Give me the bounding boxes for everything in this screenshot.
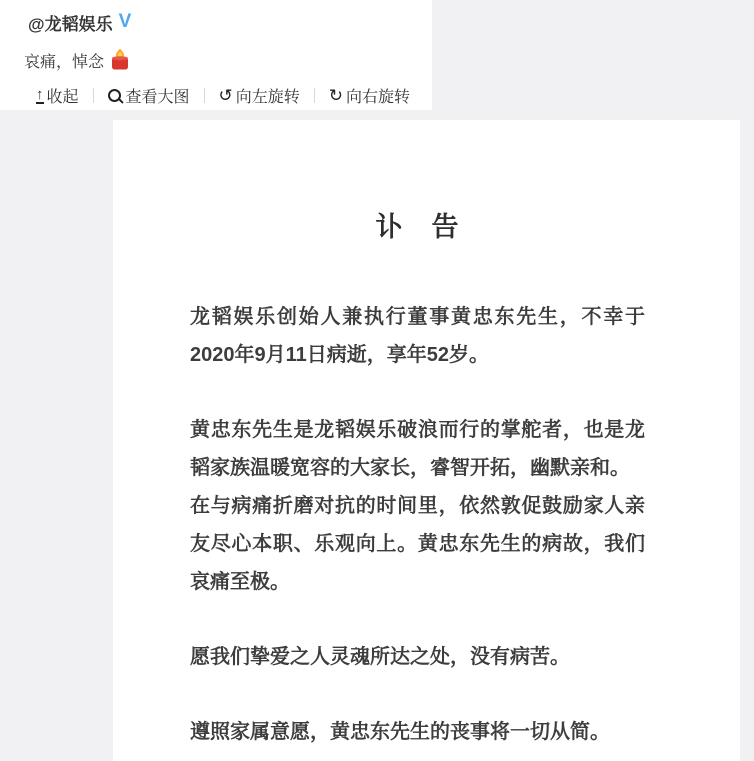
rotate-right-button[interactable] xyxy=(329,84,410,107)
collapse-icon: ↑ xyxy=(36,85,44,103)
verified-icon: V xyxy=(118,11,132,32)
obituary-title: 讣 告 xyxy=(375,212,460,242)
rotate-left-icon: ↺ xyxy=(218,85,233,105)
rotate-left-button[interactable] xyxy=(219,84,300,107)
collapse-button[interactable] xyxy=(36,84,79,107)
author-row xyxy=(0,0,432,35)
view-large-label: 查看大图 xyxy=(125,88,190,106)
image-viewer-area xyxy=(0,110,754,761)
obituary-image[interactable] xyxy=(113,120,740,761)
status-row xyxy=(0,35,432,74)
status-text: 哀痛，悼念 xyxy=(24,54,105,71)
magnifier-icon xyxy=(108,89,121,102)
collapse-label: 收起 xyxy=(46,88,79,106)
rotate-right-label: 向右旋转 xyxy=(346,88,411,106)
rotate-left-label: 向左旋转 xyxy=(235,88,300,106)
obituary-paragraph: 在与病痛折磨对抗的时间里，依然敦促鼓励家人亲友尽心本职、乐观向上。黄忠东先生的病故，我们哀痛至极。 xyxy=(190,495,645,593)
author-name[interactable]: @龙韬娱乐 xyxy=(28,15,113,34)
obituary-paragraph: 黄忠东先生是龙韬娱乐破浪而行的掌舵者，也是龙韬家族温暖宽容的大家长，睿智开拓，幽默亲和。 xyxy=(190,419,645,479)
toolbar-divider xyxy=(204,88,205,103)
view-large-image-button[interactable] xyxy=(108,84,190,107)
candle-icon xyxy=(110,48,130,75)
obituary-paragraph: 遵照家属意愿，黄忠东先生的丧事将一切从简。 xyxy=(190,721,610,743)
obituary-paragraph: 愿我们挚爱之人灵魂所达之处，没有病苦。 xyxy=(190,646,570,668)
obituary-paragraph: 龙韬娱乐创始人兼执行董事黄忠东先生，不幸于2020年9月11日病逝，享年52岁。 xyxy=(190,306,645,366)
rotate-right-icon: ↻ xyxy=(328,85,344,105)
toolbar-divider xyxy=(314,88,315,103)
toolbar-divider xyxy=(93,88,94,103)
post-header-card xyxy=(0,0,432,110)
image-toolbar xyxy=(0,80,432,110)
